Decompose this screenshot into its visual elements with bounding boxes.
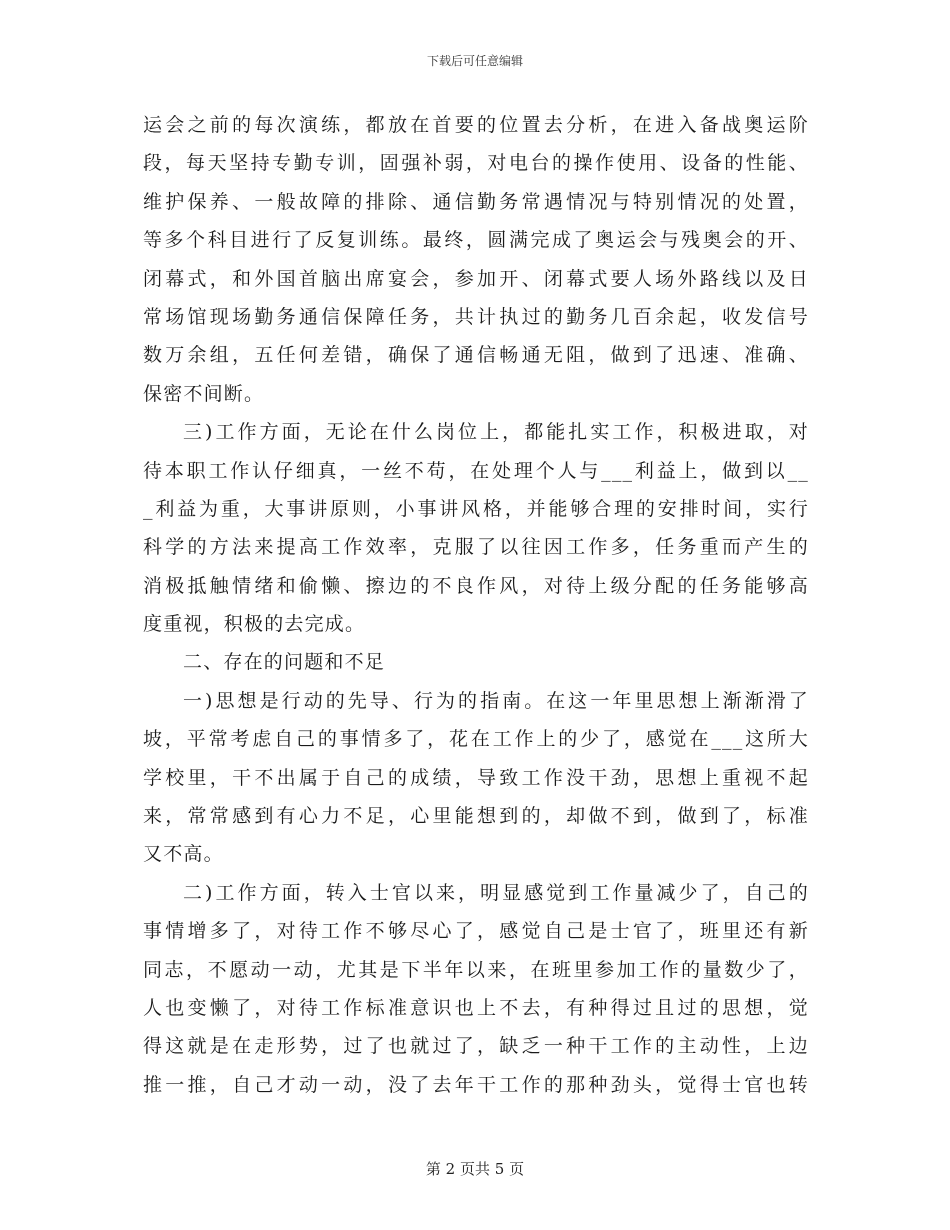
- text-line: _利益为重，大事讲原则，小事讲风格，并能够合理的安排时间，实行: [143, 497, 809, 520]
- text-line: 运会之前的每次演练，都放在首要的位置去分析，在进入备战奥运阶: [143, 114, 809, 136]
- text-line: 来，常常感到有心力不足，心里能想到的，却做不到，做到了，标准: [143, 805, 809, 828]
- paragraph-start-line: 三)工作方面，无论在什么岗位上，都能扎实工作，积极进取，对: [183, 421, 809, 444]
- text-line: 又不高。: [143, 843, 224, 866]
- paragraph-start-line: 一)思想是行动的先导、行为的指南。在这一年里思想上渐渐滑了: [183, 689, 809, 712]
- text-line: 常场馆现场勤务通信保障任务，共计执过的勤务几百余起，收发信号: [143, 305, 809, 328]
- text-line: 闭幕式，和外国首脑出席宴会，参加开、闭幕式要人场外路线以及日: [143, 267, 809, 290]
- text-line: 人也变懒了，对待工作标准意识也上不去，有种得过且过的思想，觉: [143, 996, 809, 1019]
- page-header: 下载后可任意编辑: [426, 54, 523, 68]
- text-line: 待本职工作认仔细真，一丝不苟，在处理个人与___利益上，做到以__: [143, 459, 809, 482]
- text-line: 维护保养、一般故障的排除、通信勤务常遇情况与特别情况的处置，: [143, 190, 809, 213]
- text-line: 数万余组，五任何差错，确保了通信畅通无阻，做到了迅速、准确、: [143, 344, 809, 367]
- text-line: 等多个科目进行了反复训练。最终，圆满完成了奥运会与残奥会的开、: [143, 229, 809, 252]
- text-line: 消极抵触情绪和偷懒、擦边的不良作风，对待上级分配的任务能够高: [143, 574, 809, 597]
- body-text: [143, 106, 809, 1104]
- text-line: 得这就是在走形势，过了也就过了，缺乏一种干工作的主动性，上边: [143, 1035, 809, 1058]
- text-line: 坡，平常考虑自己的事情多了，花在工作上的少了，感觉在___这所大: [143, 728, 809, 751]
- text-line: 同志，不愿动一动，尤其是下半年以来，在班里参加工作的量数少了，: [143, 958, 809, 981]
- text-line: 度重视，积极的去完成。: [143, 613, 366, 636]
- text-line: 事情增多了，对待工作不够尽心了，感觉自己是士官了，班里还有新: [143, 920, 809, 943]
- text-line: 段，每天坚持专勤专训，固强补弱，对电台的操作使用、设备的性能、: [143, 152, 809, 175]
- page-number: 第 2 页共 5 页: [425, 1160, 525, 1178]
- text-line: 科学的方法来提高工作效率，克服了以往因工作多，任务重而产生的: [143, 536, 809, 559]
- paragraph-start-line: 二)工作方面，转入士官以来，明显感觉到工作量减少了，自己的: [183, 881, 809, 904]
- text-line: 保密不间断。: [143, 382, 265, 405]
- text-line: 推一推，自己才动一动，没了去年干工作的那种劲头，觉得士官也转: [143, 1073, 809, 1096]
- section-heading: 二、存在的问题和不足: [183, 651, 386, 674]
- text-line: 学校里，干不出属于自己的成绩，导致工作没干劲，思想上重视不起: [143, 766, 809, 789]
